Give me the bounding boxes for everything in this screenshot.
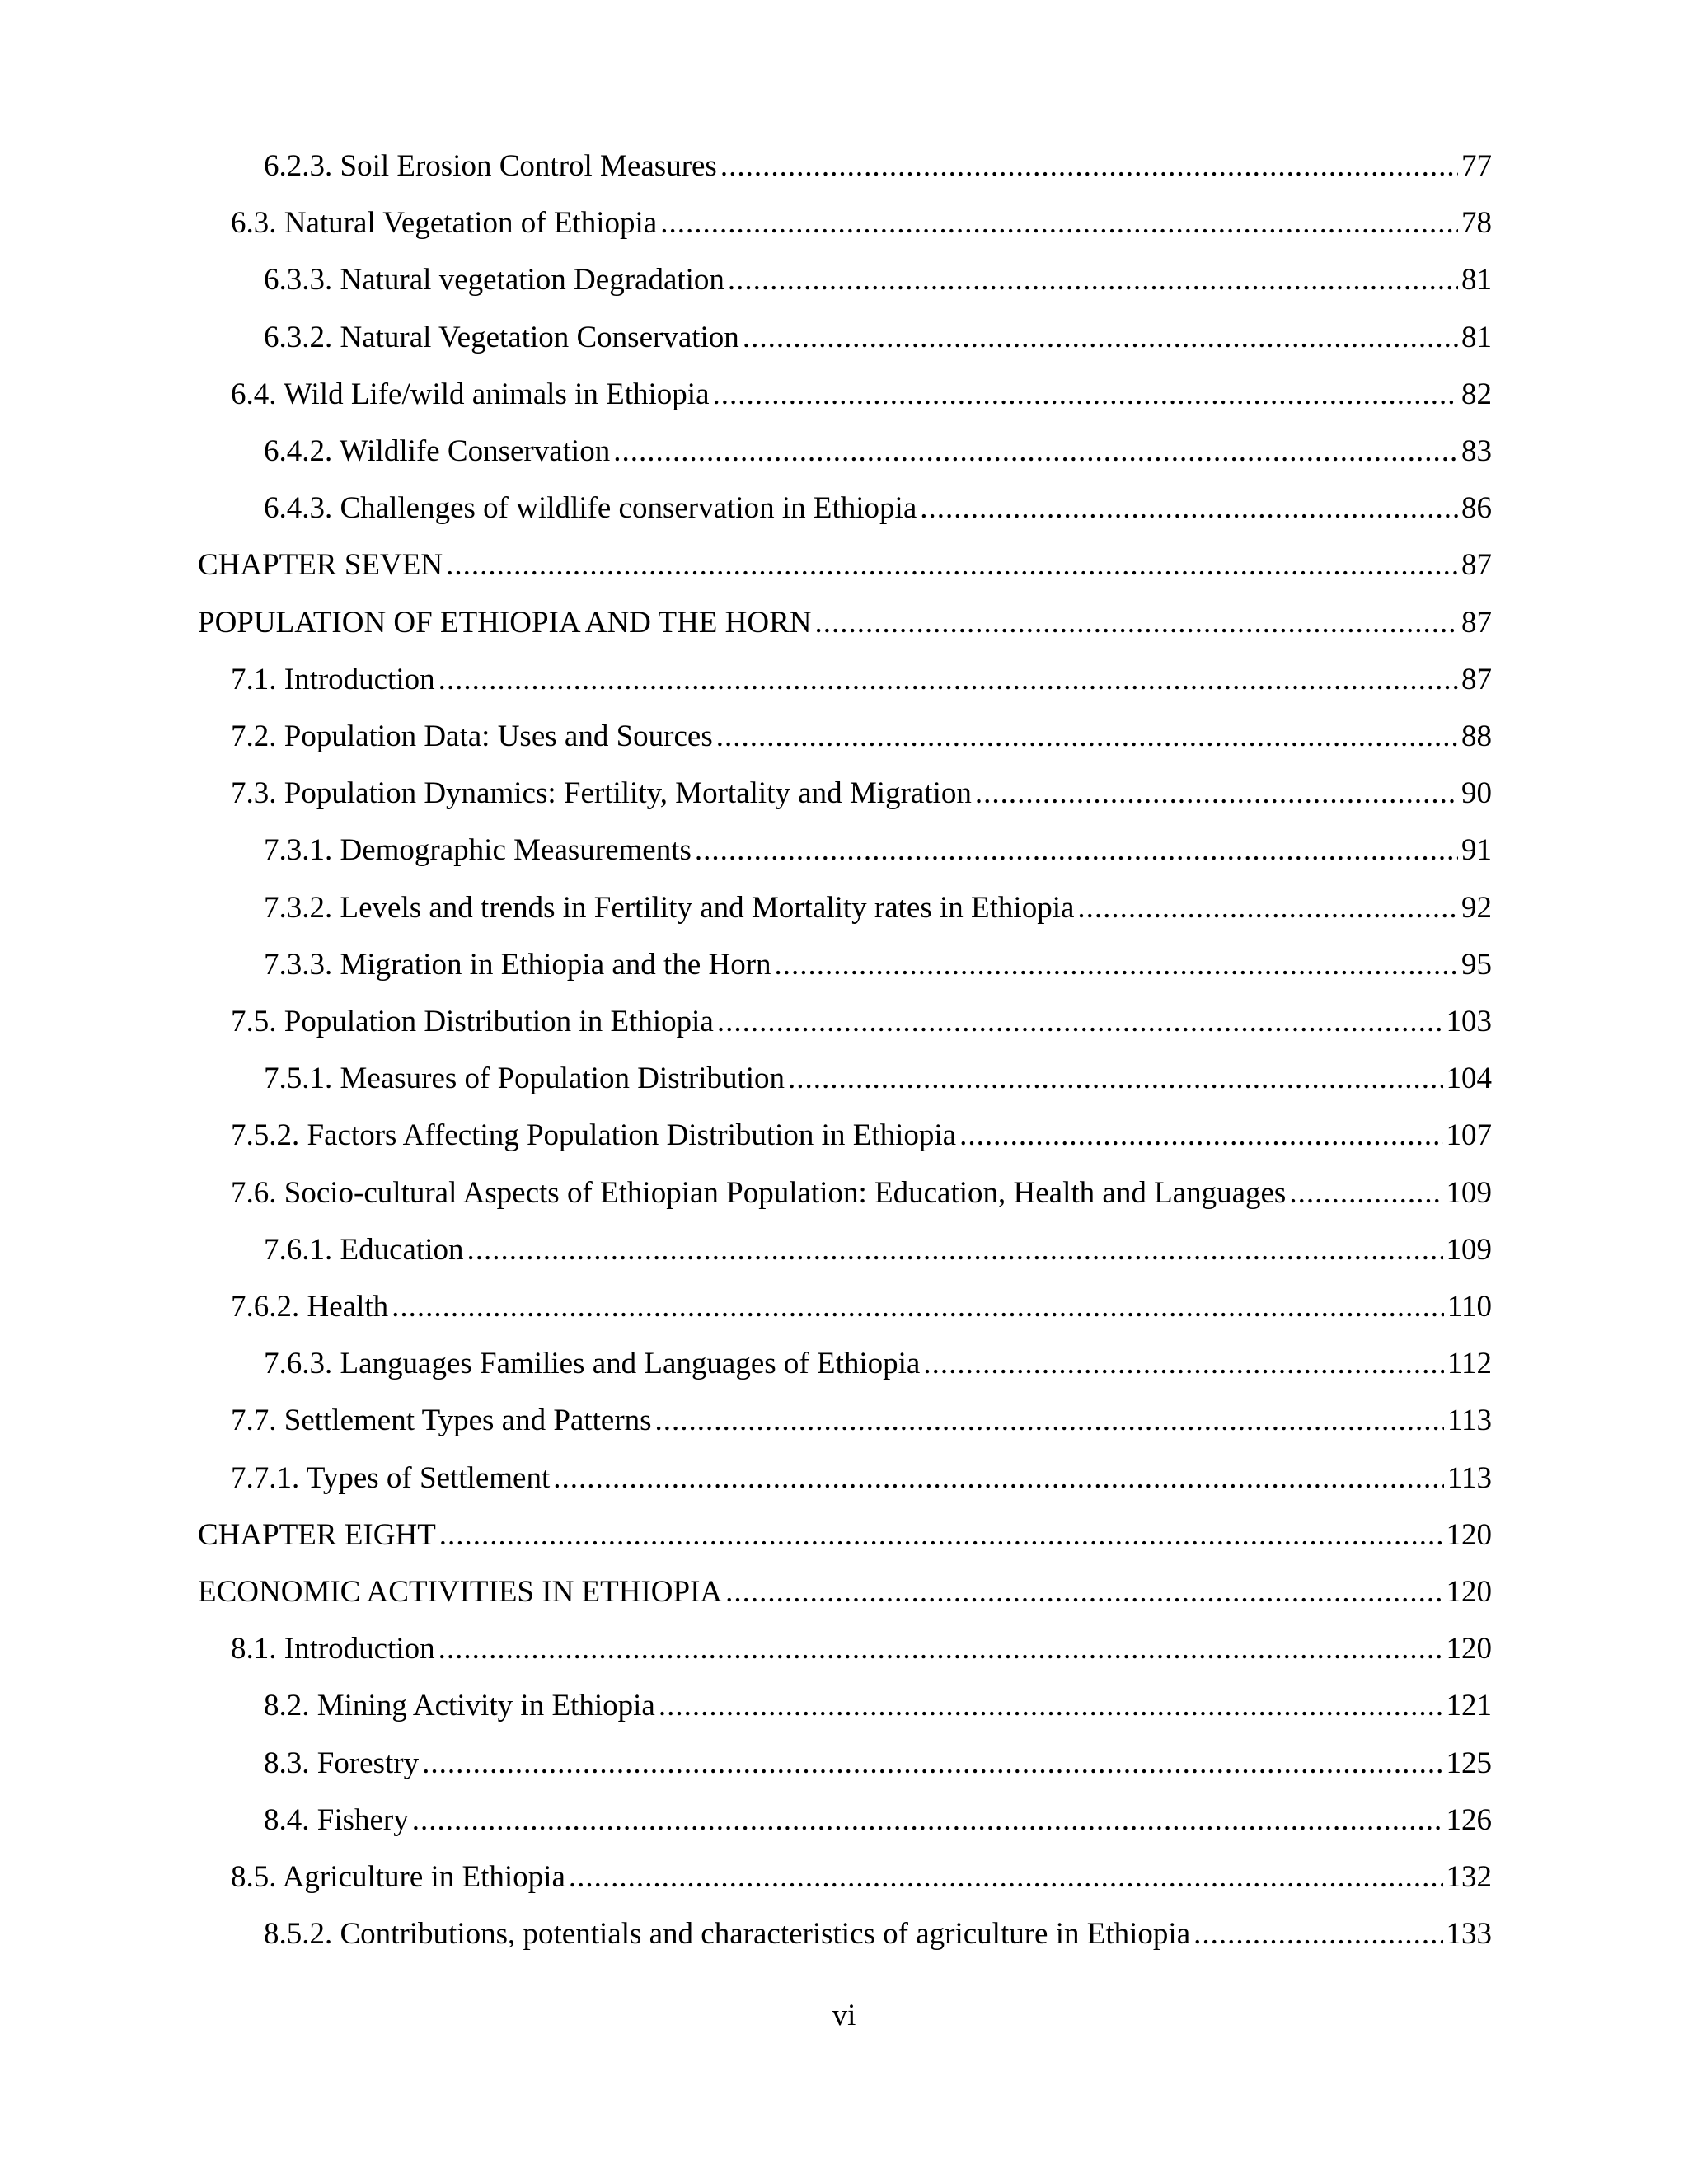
- dot-leader: [1077, 888, 1458, 928]
- toc-entry[interactable]: [0, 1059, 1492, 1099]
- toc-entry[interactable]: [0, 1915, 1492, 1954]
- toc-entry[interactable]: [0, 1344, 1492, 1384]
- toc-entry-title: 6.3.2. Natural Vegetation Conservation: [264, 320, 739, 354]
- dot-leader: [392, 1287, 1444, 1327]
- dot-leader: [412, 1801, 1443, 1840]
- dot-leader: [439, 1516, 1443, 1555]
- toc-entry-page: 88: [1461, 719, 1492, 753]
- dot-leader: [717, 1002, 1443, 1042]
- dot-leader: [695, 831, 1458, 870]
- toc-entry[interactable]: [0, 603, 1492, 643]
- toc-entry-page: 126: [1446, 1802, 1492, 1837]
- toc-entry-title: 8.5. Agriculture in Ethiopia: [231, 1860, 565, 1894]
- dot-leader: [923, 1344, 1444, 1384]
- toc-entry-page: 90: [1461, 776, 1492, 811]
- toc-entry[interactable]: [0, 774, 1492, 813]
- dot-leader: [725, 1572, 1442, 1612]
- toc-entry-page: 81: [1461, 320, 1492, 354]
- toc-entry-title: 7.6.3. Languages Families and Languages of Ethiopia: [264, 1347, 921, 1381]
- toc-entry-title: 7.3.3. Migration in Ethiopia and the Horn: [264, 947, 771, 982]
- page-number: vi: [832, 1999, 856, 2032]
- toc-entry-page: 95: [1461, 947, 1492, 982]
- dot-leader: [446, 546, 1458, 585]
- toc-entry-title: 7.1. Introduction: [231, 662, 435, 696]
- toc-entry-title: 8.3. Forestry: [264, 1746, 420, 1780]
- dot-leader: [713, 375, 1459, 415]
- dot-leader: [438, 660, 1458, 700]
- dot-leader: [975, 774, 1458, 813]
- dot-leader: [569, 1858, 1443, 1897]
- toc-entry-page: 133: [1446, 1917, 1492, 1952]
- toc-entry[interactable]: [0, 432, 1492, 471]
- toc-entry-title: POPULATION OF ETHIOPIA AND THE HORN: [198, 605, 812, 640]
- toc-entry[interactable]: [0, 1744, 1492, 1783]
- dot-leader: [659, 1686, 1443, 1726]
- dot-leader: [438, 1629, 1443, 1669]
- toc-entry-page: 113: [1447, 1460, 1492, 1495]
- dot-leader: [1289, 1174, 1442, 1213]
- dot-leader: [788, 1059, 1442, 1099]
- dot-leader: [814, 603, 1458, 643]
- toc-entry-title: 8.4. Fishery: [264, 1802, 409, 1837]
- toc-entry-page: 120: [1446, 1517, 1492, 1552]
- toc-entry-page: 91: [1461, 833, 1492, 868]
- dot-leader: [613, 432, 1458, 471]
- toc-entry[interactable]: [0, 204, 1492, 243]
- toc-entry-title: 7.3.2. Levels and trends in Fertility and Mortality rates in Ethiopia: [264, 890, 1075, 925]
- toc-entry-page: 87: [1461, 548, 1492, 583]
- toc-entry[interactable]: [0, 1516, 1492, 1555]
- toc-entry-title: 6.3. Natural Vegetation of Ethiopia: [231, 206, 658, 241]
- toc-entry-title: 7.5.2. Factors Affecting Population Distribution in Ethiopia: [231, 1118, 957, 1153]
- toc-entry[interactable]: [0, 1230, 1492, 1270]
- toc-entry[interactable]: [0, 660, 1492, 700]
- toc-entry-page: 77: [1461, 149, 1492, 183]
- toc-entry[interactable]: [0, 1116, 1492, 1155]
- toc-entry-title: 7.6. Socio-cultural Aspects of Ethiopian Population: Education, Health and Languages: [231, 1175, 1287, 1210]
- toc-entry[interactable]: [0, 1401, 1492, 1441]
- toc-entry-title: 7.6.1. Education: [264, 1232, 464, 1267]
- toc-entry-title: CHAPTER SEVEN: [198, 548, 443, 583]
- toc-entry[interactable]: [0, 375, 1492, 415]
- toc-entry[interactable]: [0, 260, 1492, 300]
- dot-leader: [743, 318, 1458, 358]
- toc-entry-page: 121: [1446, 1689, 1492, 1723]
- toc-entry[interactable]: [0, 1002, 1492, 1042]
- toc-entry-title: 8.2. Mining Activity in Ethiopia: [264, 1689, 655, 1723]
- dot-leader: [920, 489, 1458, 528]
- toc-entry-page: 112: [1447, 1347, 1492, 1381]
- toc-entry-title: 7.3.1. Demographic Measurements: [264, 833, 692, 868]
- dot-leader: [655, 1401, 1444, 1441]
- toc-entry-title: 7.7. Settlement Types and Patterns: [231, 1404, 652, 1438]
- dot-leader: [720, 147, 1458, 186]
- toc-entry-page: 109: [1446, 1232, 1492, 1267]
- dot-leader: [716, 717, 1458, 757]
- toc-entry-title: ECONOMIC ACTIVITIES IN ETHIOPIA: [198, 1575, 723, 1609]
- toc-entry-title: 7.2. Population Data: Uses and Sources: [231, 719, 713, 753]
- dot-leader: [467, 1230, 1443, 1270]
- toc-entry[interactable]: [0, 546, 1492, 585]
- dot-leader: [660, 204, 1458, 243]
- dot-leader: [775, 945, 1458, 985]
- toc-entry-page: 113: [1447, 1404, 1492, 1438]
- toc-entry-page: 82: [1461, 377, 1492, 411]
- toc-entry-title: 6.4.3. Challenges of wildlife conservation in Ethiopia: [264, 491, 917, 526]
- toc-entry[interactable]: [0, 945, 1492, 985]
- toc-entry[interactable]: [0, 147, 1492, 186]
- toc-entry[interactable]: [0, 1174, 1492, 1213]
- toc-entry[interactable]: [0, 318, 1492, 358]
- toc-entry-page: 87: [1461, 662, 1492, 696]
- toc-entry-title: CHAPTER EIGHT: [198, 1517, 436, 1552]
- toc-entry[interactable]: [0, 1459, 1492, 1498]
- toc-entry[interactable]: [0, 1572, 1492, 1612]
- toc-entry-page: 78: [1461, 206, 1492, 241]
- toc-entry-title: 7.3. Population Dynamics: Fertility, Mortality and Migration: [231, 776, 972, 811]
- toc-entry[interactable]: [0, 1287, 1492, 1327]
- toc-entry[interactable]: [0, 717, 1492, 757]
- toc-entry-page: 125: [1446, 1746, 1492, 1780]
- toc-entry-page: 107: [1446, 1118, 1492, 1153]
- dot-leader: [422, 1744, 1442, 1783]
- toc-entry-page: 103: [1446, 1005, 1492, 1038]
- toc-entry[interactable]: [0, 1629, 1492, 1669]
- toc-entry-title: 8.1. Introduction: [231, 1632, 435, 1666]
- toc-entry-page: 81: [1461, 263, 1492, 298]
- toc-entry[interactable]: [0, 1801, 1492, 1840]
- toc-entry-title: 6.4. Wild Life/wild animals in Ethiopia: [231, 377, 710, 411]
- toc-entry-page: 83: [1461, 434, 1492, 468]
- toc-entry-title: 7.5.1. Measures of Population Distribution: [264, 1062, 785, 1096]
- toc-entry-page: 109: [1446, 1175, 1492, 1210]
- toc-entry-title: 6.3.3. Natural vegetation Degradation: [264, 263, 724, 298]
- toc-entry-page: 87: [1461, 605, 1492, 640]
- toc-entry[interactable]: [0, 489, 1492, 528]
- toc-entry[interactable]: [0, 1858, 1492, 1897]
- toc-entry-title: 6.2.3. Soil Erosion Control Measures: [264, 149, 717, 183]
- toc-entry-page: 120: [1446, 1575, 1492, 1609]
- toc-entry-title: 7.6.2. Health: [231, 1290, 389, 1324]
- toc-entry-page: 120: [1446, 1632, 1492, 1666]
- toc-entry-page: 110: [1447, 1290, 1492, 1324]
- dot-leader: [1193, 1915, 1442, 1954]
- toc-entry-page: 104: [1446, 1062, 1492, 1096]
- toc-entry-title: 8.5.2. Contributions, potentials and characteristics of agriculture in Ethiopia: [264, 1917, 1191, 1952]
- toc-entry-page: 92: [1461, 890, 1492, 925]
- toc-entry-title: 6.4.2. Wildlife Conservation: [264, 434, 611, 468]
- toc-entry-title: 7.7.1. Types of Settlement: [231, 1460, 551, 1495]
- toc-entry[interactable]: [0, 1686, 1492, 1726]
- toc-entry-page: 132: [1446, 1860, 1492, 1894]
- dot-leader: [959, 1116, 1442, 1155]
- toc-entry[interactable]: [0, 888, 1492, 928]
- toc-entry-page: 86: [1461, 491, 1492, 526]
- toc-entry[interactable]: [0, 831, 1492, 870]
- toc-entry-title: 7.5. Population Distribution in Ethiopia: [231, 1005, 714, 1038]
- dot-leader: [553, 1459, 1444, 1498]
- dot-leader: [728, 260, 1458, 300]
